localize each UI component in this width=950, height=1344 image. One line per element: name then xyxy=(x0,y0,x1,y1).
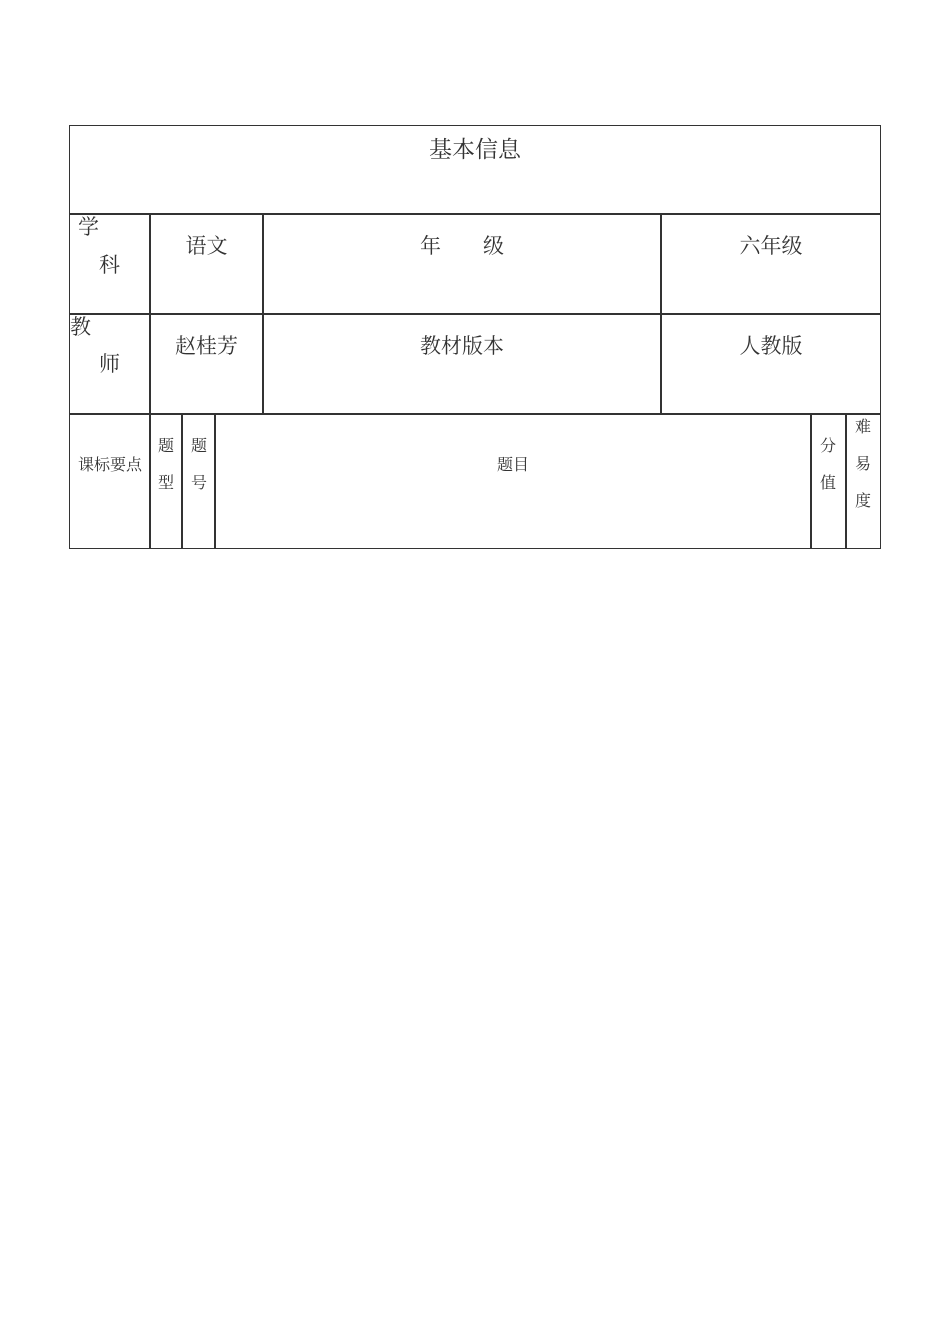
question-type-header xyxy=(158,438,174,491)
question-header: 题目 xyxy=(496,455,529,474)
question-type-char: 型 xyxy=(158,473,175,492)
column-divider xyxy=(149,213,151,549)
difficulty-char: 难 xyxy=(855,417,872,436)
score-char: 值 xyxy=(820,473,837,492)
grade-value: 六年级 xyxy=(739,234,803,258)
question-type-char: 题 xyxy=(158,436,175,455)
edition-label: 教材版本 xyxy=(420,334,504,358)
teacher-label-char-1: 教 xyxy=(70,315,91,339)
score-char: 分 xyxy=(820,436,837,455)
column-divider xyxy=(845,413,847,549)
column-divider xyxy=(181,413,183,549)
grade-label: 年 级 xyxy=(420,234,504,258)
edition-value: 人教版 xyxy=(739,334,803,358)
difficulty-header xyxy=(855,419,871,509)
difficulty-char: 度 xyxy=(855,491,872,510)
row-divider xyxy=(69,213,881,215)
column-divider xyxy=(810,413,812,549)
score-header xyxy=(820,438,836,491)
question-number-char: 号 xyxy=(191,473,208,492)
table-title: 基本信息 xyxy=(429,137,521,163)
subject-label-char-2: 科 xyxy=(99,253,120,277)
teacher-label-char-2: 师 xyxy=(99,352,120,376)
question-number-header xyxy=(191,438,207,491)
column-divider xyxy=(214,413,216,549)
difficulty-char: 易 xyxy=(855,454,872,473)
question-number-char: 题 xyxy=(191,436,208,455)
subject-value: 语文 xyxy=(185,234,228,258)
row-divider xyxy=(69,313,881,315)
row-divider xyxy=(69,413,881,415)
standard-points-header: 课标要点 xyxy=(77,455,142,474)
subject-label-char-1: 学 xyxy=(78,215,99,239)
teacher-value: 赵桂芳 xyxy=(175,334,238,358)
